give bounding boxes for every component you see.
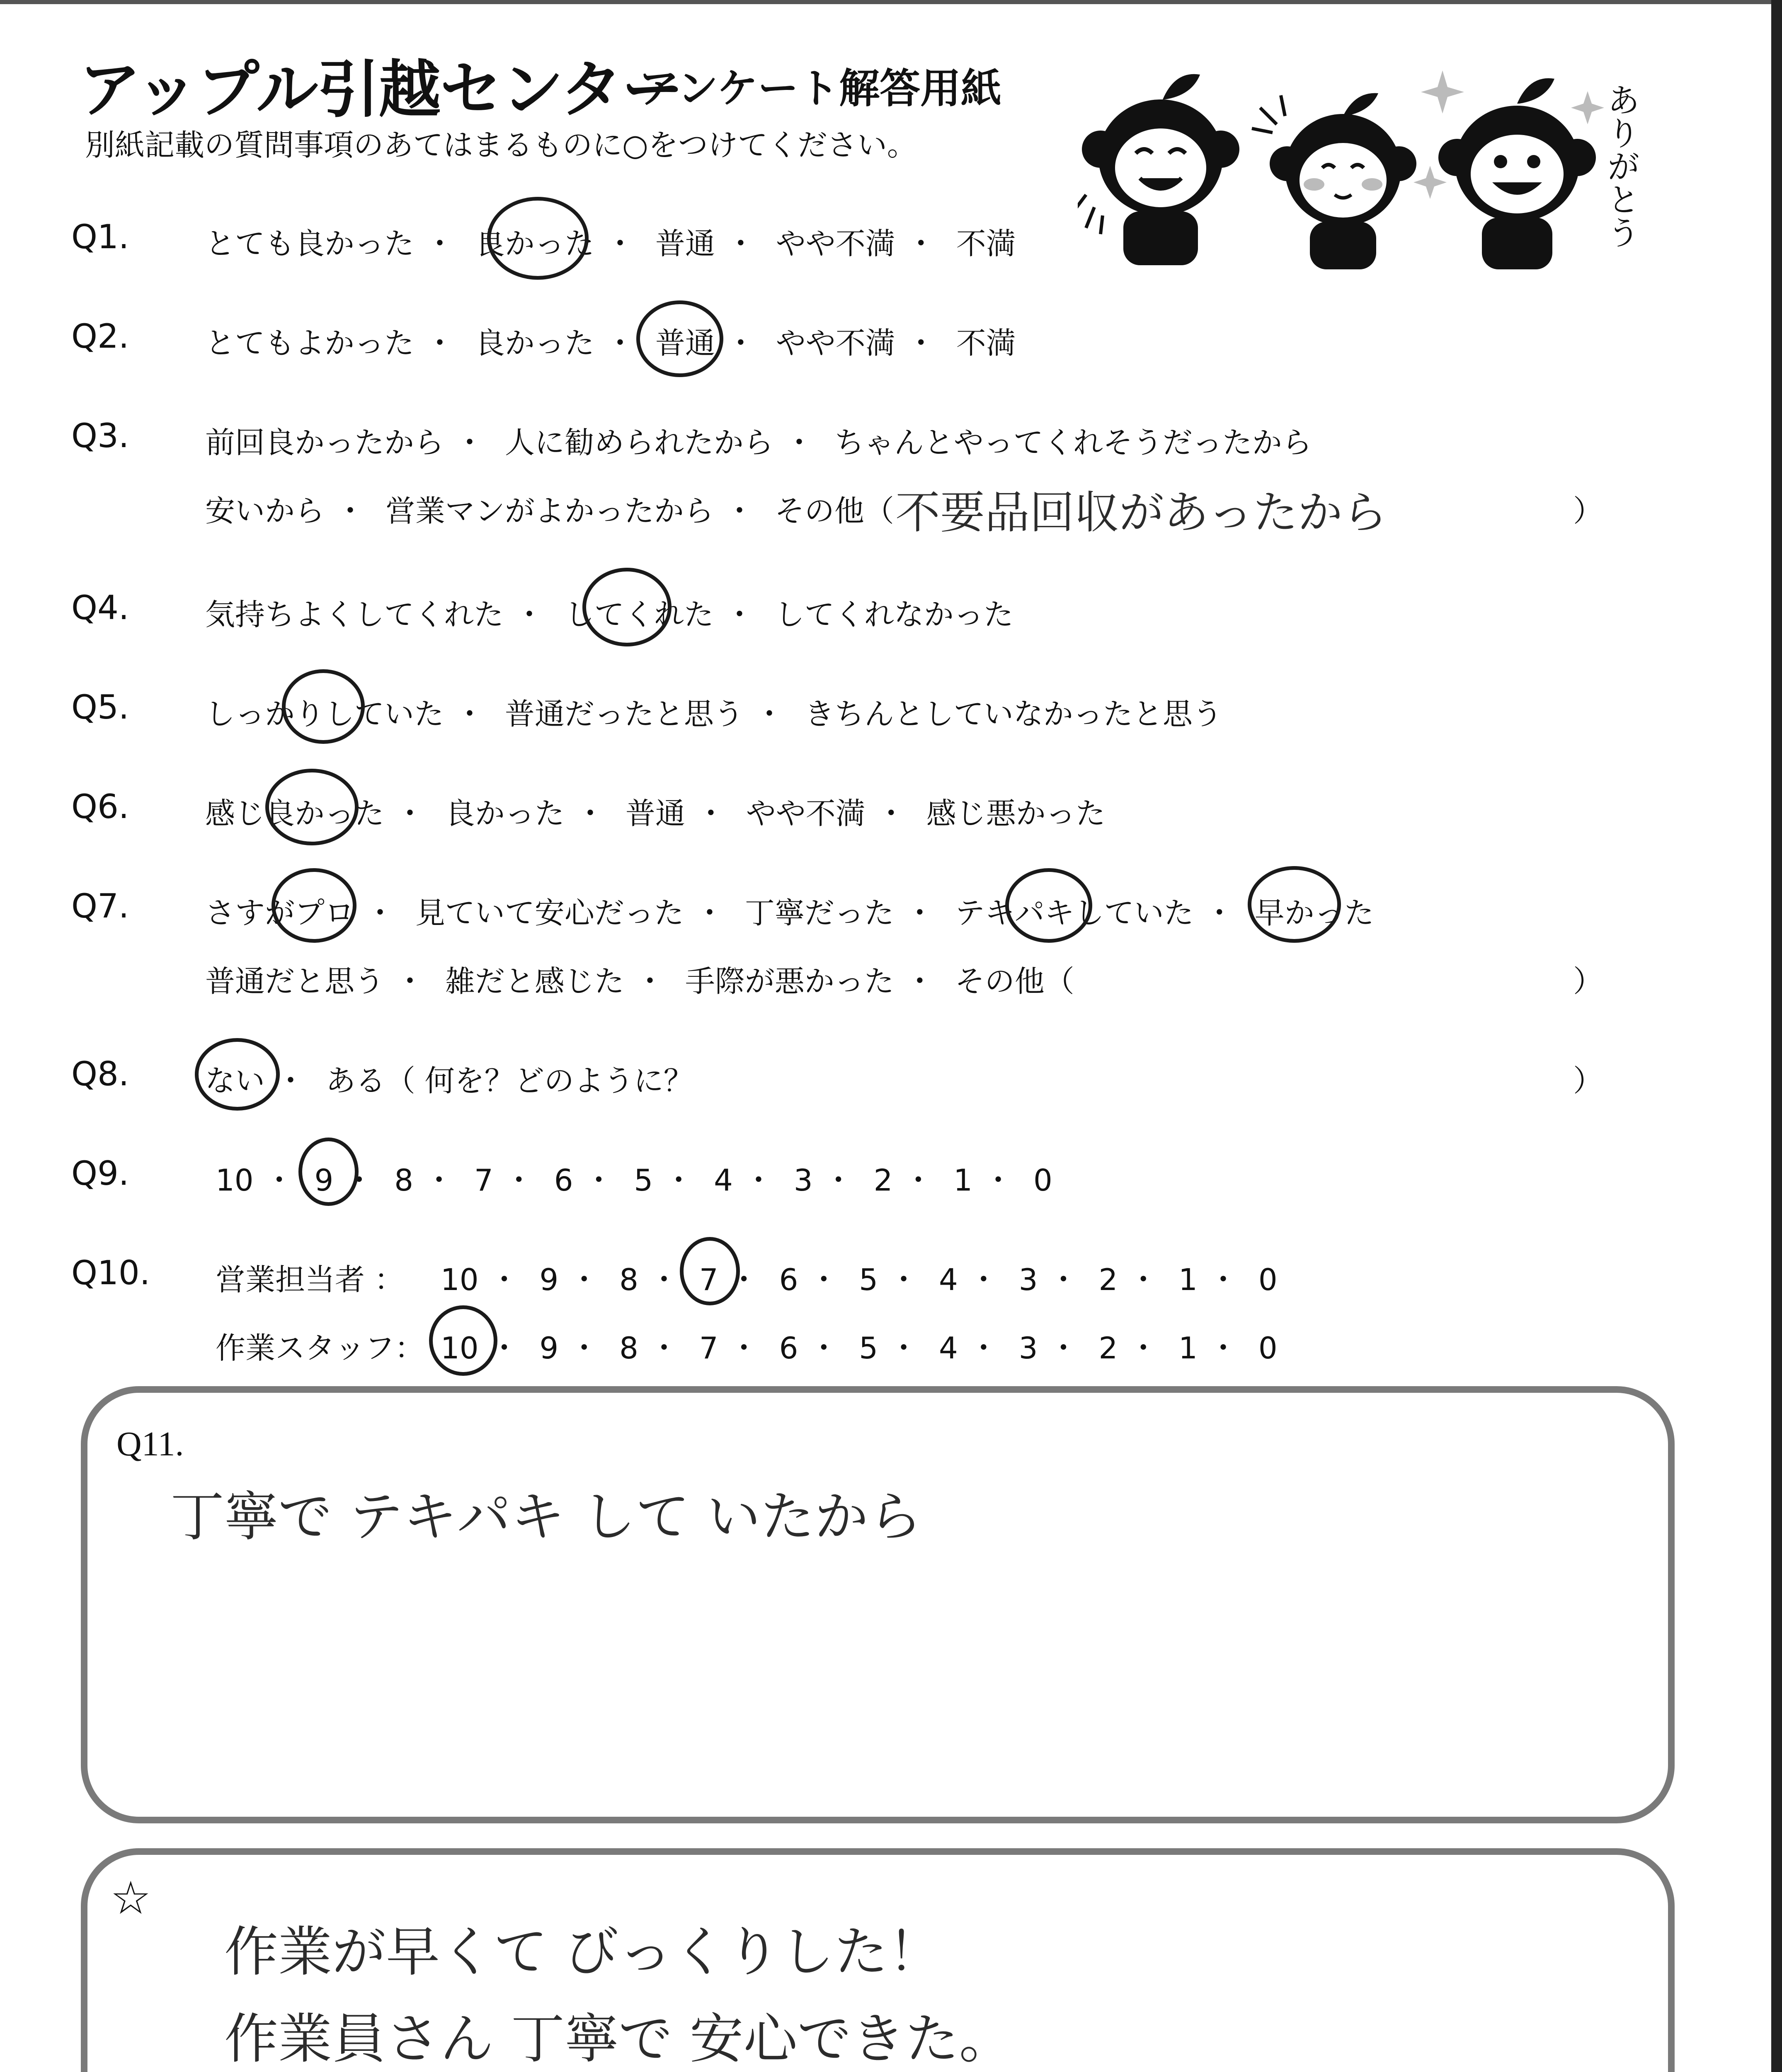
q1-option[interactable]: とても良かった — [205, 226, 415, 261]
q7-label: Q7. — [71, 887, 129, 925]
q10-staff-answer-circle — [429, 1305, 497, 1376]
q7-option-selected[interactable]: テキパキしていた — [955, 896, 1194, 930]
instruction-text: 別紙記載の質問事項のあてはまるものに○をつけてください。 — [85, 128, 917, 162]
q7-options-line1: さすがプロ ・ 見ていて安心だった ・ 丁寧だった ・ テキパキしていた ・ 早かった — [205, 896, 1374, 930]
q10-staff-score[interactable]: 3 — [1018, 1331, 1038, 1365]
q10-staff-score[interactable]: 1 — [1178, 1331, 1198, 1365]
q10-sales-score[interactable]: 6 — [779, 1262, 798, 1297]
q9-score[interactable]: 10 — [216, 1163, 254, 1198]
q10-staff-score[interactable]: 9 — [539, 1331, 559, 1365]
q10-staff-scale: 作業スタッフ： 10 ・ 9 ・ 8 ・ 7 ・ 6 ・ 5 ・ 4 ・ 3 ・ 2 ・ 1 ・ 0 — [216, 1324, 1278, 1367]
q10-staff-score[interactable]: 2 — [1098, 1331, 1118, 1365]
comment-line[interactable]: 作業員さん 丁寧で 安心できた。 — [224, 2007, 1013, 2070]
q10-sales-score[interactable]: 3 — [1018, 1262, 1038, 1297]
q6-label: Q6. — [71, 787, 129, 826]
q10-staff-score[interactable]: 7 — [699, 1331, 718, 1365]
q7-option[interactable]: 雑だと感じた — [445, 964, 624, 999]
star-icon: ☆ — [110, 1871, 151, 1924]
q8-option-selected[interactable]: ない — [205, 1063, 265, 1098]
q10-sales-score[interactable]: 9 — [539, 1262, 559, 1297]
q10-sales-answer-circle — [680, 1237, 740, 1305]
q6-option[interactable]: 良かった — [445, 796, 565, 831]
company-title: アップル引越センター — [79, 54, 683, 126]
q1-option[interactable]: 普通 — [655, 226, 715, 261]
q7-option-selected[interactable]: さすがプロ — [205, 896, 355, 930]
q4-option[interactable]: してくれなかった — [774, 597, 1013, 632]
monkey-mascots-illustration — [1078, 58, 1650, 274]
q7-other-label: その他（ — [955, 964, 1074, 999]
q9-score[interactable]: 1 — [953, 1163, 973, 1198]
q9-label: Q9. — [71, 1154, 129, 1193]
q3-other-close: ） — [1573, 494, 1603, 528]
q8-option[interactable]: ある（ 何を？どのように？ — [325, 1063, 693, 1098]
q3-options-line1: 前回良かったから ・ 人に勧められたから ・ ちゃんとやってくれそうだったから — [205, 425, 1312, 460]
scan-edge-right — [1771, 0, 1782, 2072]
q2-option-selected[interactable]: 普通 — [655, 326, 715, 361]
q7-options-line2: 普通だと思う ・ 雑だと感じた ・ 手際が悪かった ・ その他（ — [205, 964, 1074, 999]
q10-sales-score[interactable]: 2 — [1098, 1262, 1118, 1297]
q4-options: 気持ちよくしてくれた ・ してくれた ・ してくれなかった — [205, 597, 1013, 632]
q2-label: Q2. — [71, 317, 129, 356]
q3-other-label: その他（ — [774, 494, 894, 528]
q7-option-selected[interactable]: 早かった — [1254, 896, 1374, 930]
q5-answer-circle — [282, 669, 365, 744]
q3-handwritten-other[interactable]: 不要品回収があったから — [895, 487, 1387, 539]
q7-option[interactable]: 普通だと思う — [205, 964, 385, 999]
q7-answer-circle-3 — [1248, 866, 1341, 943]
q10-sales-score[interactable]: 1 — [1178, 1262, 1198, 1297]
q5-options: しっかりしていた ・ 普通だったと思う ・ きちんとしていなかったと思う — [205, 697, 1222, 731]
q3-option[interactable]: 安いから — [205, 494, 325, 528]
q10-staff-score[interactable]: 5 — [859, 1331, 878, 1365]
q10-sales-score[interactable]: 10 — [440, 1262, 479, 1297]
q7-answer-circle-2 — [1005, 868, 1092, 943]
q3-option[interactable]: 前回良かったから — [205, 425, 444, 460]
q9-score[interactable]: 5 — [634, 1163, 653, 1198]
q7-other-close: ） — [1573, 964, 1603, 999]
q3-option[interactable]: 営業マンがよかったから — [385, 494, 714, 528]
q3-options-line2: 安いから ・ 営業マンがよかったから ・ その他（ — [205, 494, 894, 528]
q10-sales-scale: 営業担当者 ： 10 ・ 9 ・ 8 ・ 7 ・ 6 ・ 5 ・ 4 ・ 3 ・ 2 ・ 1 ・ 0 — [216, 1256, 1278, 1299]
q2-answer-circle — [636, 300, 723, 377]
q10-staff-score[interactable]: 8 — [619, 1331, 638, 1365]
q3-option[interactable]: 人に勧められたから — [504, 425, 773, 460]
monkey-laughing-icon — [1078, 74, 1239, 265]
q6-option[interactable]: 感じ悪かった — [926, 796, 1106, 831]
q3-label: Q3. — [71, 416, 129, 455]
q2-options: とてもよかった ・ 良かった ・ 普通 ・ やや不満 ・ 不満 — [205, 326, 1016, 361]
q5-option-selected[interactable]: しっかりしていた — [205, 697, 444, 731]
q10-sales-score[interactable]: 8 — [619, 1262, 638, 1297]
q9-score[interactable]: 8 — [394, 1163, 414, 1198]
q2-option[interactable]: 良かった — [475, 326, 594, 361]
q4-option[interactable]: 気持ちよくしてくれた — [205, 597, 504, 632]
q1-option[interactable]: 不満 — [956, 226, 1016, 261]
q10-staff-score[interactable]: 6 — [779, 1331, 798, 1365]
q1-option-selected[interactable]: 良かった — [475, 226, 594, 261]
monkey-blushing-icon — [1252, 93, 1416, 269]
q8-answer-circle — [195, 1038, 280, 1111]
q9-score[interactable]: 2 — [873, 1163, 893, 1198]
q6-answer-circle — [265, 769, 359, 845]
q6-option[interactable]: 普通 — [625, 796, 685, 831]
q1-answer-circle — [487, 197, 589, 280]
q7-answer-circle-1 — [272, 868, 356, 943]
q8-close: ） — [1573, 1063, 1603, 1098]
q7-option[interactable]: 丁寧だった — [744, 896, 894, 930]
scan-edge-top — [0, 0, 1782, 4]
q10-staff-score[interactable]: 0 — [1258, 1331, 1278, 1365]
monkey-smiling-icon — [1413, 70, 1604, 269]
arigatou-text: ありがとう — [1601, 83, 1640, 249]
q11-handwritten-answer[interactable]: 丁寧で テキパキ して いたから — [170, 1485, 922, 1548]
q9-answer-circle — [298, 1138, 359, 1206]
q9-score-selected[interactable]: 9 — [314, 1163, 334, 1198]
q1-label: Q1. — [71, 218, 129, 256]
q3-option[interactable]: ちゃんとやってくれそうだったから — [834, 425, 1312, 460]
q5-option[interactable]: 普通だったと思う — [504, 697, 744, 731]
q7-option[interactable]: 手際が悪かった — [685, 964, 894, 999]
q10-sales-label: 営業担当者 ： — [216, 1262, 404, 1297]
q1-option[interactable]: やや不満 — [776, 226, 895, 261]
q10-staff-label: 作業スタッフ： — [216, 1331, 425, 1365]
q6-options: 感じ良かった ・ 良かった ・ 普通 ・ やや不満 ・ 感じ悪かった — [205, 796, 1106, 831]
q10-sales-score[interactable]: 0 — [1258, 1262, 1278, 1297]
q5-label: Q5. — [71, 688, 129, 726]
q1-options: とても良かった ・ 良かった ・ 普通 ・ やや不満 ・ 不満 — [205, 226, 1016, 261]
q9-scale: 10 ・ 9 ・ 8 ・ 7 ・ 6 ・ 5 ・ 4 ・ 3 ・ 2 ・ 1 ・ 0 — [216, 1163, 1052, 1198]
q10-staff-score[interactable]: 4 — [939, 1331, 958, 1365]
q9-score[interactable]: 6 — [554, 1163, 573, 1198]
comment-box[interactable] — [81, 1848, 1675, 2072]
q2-option[interactable]: 不満 — [956, 326, 1016, 361]
q9-score[interactable]: 4 — [714, 1163, 733, 1198]
q4-label: Q4. — [71, 588, 129, 627]
q6-option[interactable]: やや不満 — [746, 796, 866, 831]
q10-sales-score-selected[interactable]: 7 — [699, 1262, 718, 1297]
q8-label: Q8. — [71, 1055, 129, 1093]
q6-option-selected[interactable]: 感じ良かった — [205, 796, 385, 831]
q10-staff-score-selected[interactable]: 10 — [440, 1331, 479, 1365]
q10-sales-score[interactable]: 5 — [859, 1262, 878, 1297]
q5-option[interactable]: きちんとしていなかったと思う — [804, 697, 1222, 731]
q9-score[interactable]: 7 — [474, 1163, 493, 1198]
q10-sales-score[interactable]: 4 — [939, 1262, 958, 1297]
q10-label: Q10. — [71, 1254, 150, 1292]
comment-line[interactable]: 作業が早くて びっくりした！ — [224, 1920, 942, 1983]
q2-option[interactable]: やや不満 — [776, 326, 895, 361]
q7-option[interactable]: 見ていて安心だった — [415, 896, 684, 930]
q4-option-selected[interactable]: してくれた — [564, 597, 714, 632]
form-subtitle: アンケート解答用紙 — [638, 65, 1002, 112]
q9-score[interactable]: 3 — [793, 1163, 813, 1198]
q4-answer-circle — [582, 568, 672, 646]
q8-options: ない ・ ある（ 何を？どのように？ — [205, 1063, 693, 1098]
q9-score[interactable]: 0 — [1033, 1163, 1052, 1198]
q11-answer-box[interactable] — [81, 1386, 1675, 1823]
q2-option[interactable]: とてもよかった — [205, 326, 415, 361]
q11-label: Q11. — [116, 1425, 184, 1463]
